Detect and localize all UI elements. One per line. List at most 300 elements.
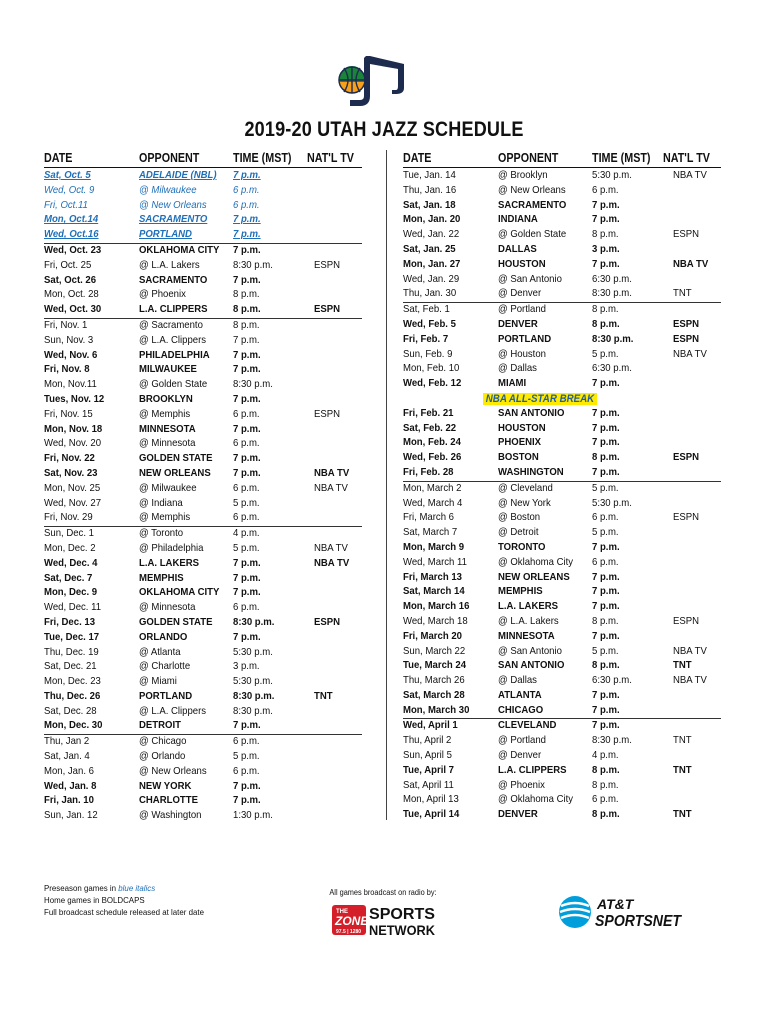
column-header: [44, 150, 362, 168]
schedule-row: [403, 764, 721, 779]
game-time: 6 p.m.: [592, 512, 619, 524]
game-time: 7 p.m.: [233, 334, 260, 346]
game-time: 5 p.m.: [233, 751, 260, 763]
schedule-row: [403, 674, 721, 689]
game-date: Tue, April 7: [403, 764, 455, 776]
game-time: 6:30 p.m.: [592, 675, 632, 687]
schedule-row: [44, 452, 362, 467]
schedule-row: [403, 793, 721, 808]
game-time: 7 p.m.: [592, 720, 620, 732]
game-time: 8:30 p.m.: [233, 259, 273, 271]
column-header: [403, 150, 721, 168]
header-tv: NAT'L TV: [307, 151, 354, 165]
game-opponent: HOUSTON: [498, 258, 546, 270]
radio-label: All games broadcast on radio by:: [329, 888, 437, 897]
schedule-row: [44, 631, 362, 646]
schedule-row: [44, 527, 362, 542]
game-opponent: GOLDEN STATE: [139, 616, 213, 628]
schedule-row: [44, 719, 362, 735]
schedule-row: [44, 511, 362, 527]
game-opponent: @ Detroit: [498, 527, 539, 539]
game-date: Fri, Dec. 13: [44, 616, 96, 628]
game-date: Fri, Jan. 10: [44, 795, 94, 807]
game-opponent: MEMPHIS: [139, 572, 184, 584]
game-time: 7 p.m.: [233, 170, 261, 181]
game-date: Sat, Feb. 22: [403, 422, 457, 434]
game-date: Wed, Oct. 9: [44, 184, 95, 196]
game-opponent: @ Atlanta: [139, 646, 181, 658]
game-tv: NBA TV: [673, 258, 709, 270]
game-tv: NBA TV: [673, 170, 707, 181]
game-time: 5:30 p.m.: [233, 676, 273, 688]
game-time: 7 p.m.: [233, 631, 261, 643]
svg-text:NETWORK: NETWORK: [369, 922, 435, 938]
game-tv: ESPN: [673, 318, 700, 330]
schedule-row: [403, 303, 721, 318]
game-date: Fri, March 6: [403, 512, 455, 524]
game-time: 7 p.m.: [233, 244, 261, 256]
game-time: 6 p.m.: [233, 438, 260, 450]
game-time: 5 p.m.: [592, 348, 619, 360]
game-time: 6 p.m.: [592, 184, 619, 196]
svg-text:SPORTSNET: SPORTSNET: [595, 913, 683, 930]
game-time: 8 p.m.: [592, 660, 620, 672]
game-opponent: SACRAMENTO: [498, 199, 567, 211]
att-sportsnet-logo: [557, 890, 685, 934]
schedule-row: [44, 288, 362, 303]
game-date: Sun, April 5: [403, 750, 452, 762]
header-time: TIME (MST): [233, 151, 292, 165]
game-opponent: L.A. CLIPPERS: [498, 764, 567, 776]
game-date: Thu, Jan. 30: [403, 288, 457, 300]
game-time: 8 p.m.: [233, 304, 261, 316]
game-opponent: SACRAMENTO: [139, 274, 208, 286]
game-date: Mon, Nov.11: [44, 379, 97, 391]
schedule-row: [403, 749, 721, 764]
game-opponent: @ Dallas: [498, 363, 537, 375]
game-time: 7 p.m.: [233, 453, 261, 465]
schedule-row: [44, 616, 362, 631]
game-opponent: MEMPHIS: [498, 586, 543, 598]
game-date: Wed, Oct. 30: [44, 304, 102, 316]
schedule-row: [403, 228, 721, 243]
game-time: 5 p.m.: [233, 542, 260, 554]
game-date: Mon, March 2: [403, 482, 462, 494]
schedule-row: [44, 675, 362, 690]
game-time: 7 p.m.: [233, 467, 261, 479]
header-opponent: OPPONENT: [139, 151, 200, 165]
schedule-row: [44, 557, 362, 572]
game-time: 6 p.m.: [233, 602, 260, 614]
game-date: Wed, Oct. 23: [44, 244, 102, 256]
game-tv: ESPN: [314, 304, 341, 316]
game-time: 8 p.m.: [592, 304, 619, 316]
schedule-row: [44, 735, 362, 750]
schedule-row: [44, 497, 362, 512]
all-star-break-row: [403, 392, 721, 407]
game-opponent: @ Chicago: [139, 736, 187, 748]
game-opponent: L.A. CLIPPERS: [139, 304, 208, 316]
game-time: 8:30 p.m.: [233, 705, 273, 717]
game-opponent: @ Milwaukee: [139, 184, 197, 196]
game-date: Mon, Oct. 28: [44, 289, 99, 301]
game-opponent: @ Sacramento: [139, 319, 203, 331]
game-time: 7 p.m.: [233, 587, 261, 599]
svg-text:AT&T: AT&T: [597, 896, 634, 912]
game-tv: ESPN: [673, 229, 700, 241]
game-opponent: GOLDEN STATE: [139, 453, 213, 465]
game-date: Tue, Jan. 14: [403, 170, 456, 181]
game-time: 8:30 p.m.: [592, 333, 634, 345]
game-time: 8:30 p.m.: [592, 288, 632, 300]
game-date: Tue, March 24: [403, 660, 467, 672]
game-tv: TNT: [673, 809, 692, 821]
schedule-row: [403, 243, 721, 258]
game-time: 7 p.m.: [592, 199, 620, 211]
game-date: Mon, Jan. 20: [403, 214, 461, 226]
game-opponent: MILWAUKEE: [139, 364, 197, 376]
game-opponent: @ Phoenix: [498, 779, 545, 791]
header-time: TIME (MST): [592, 151, 651, 165]
schedule-row: [403, 451, 721, 466]
game-time: 8:30 p.m.: [233, 616, 275, 628]
game-opponent: INDIANA: [498, 214, 538, 226]
game-opponent: OKLAHOMA CITY: [139, 244, 220, 256]
game-time: 6:30 p.m.: [592, 273, 632, 285]
game-tv: NBA TV: [673, 645, 707, 657]
game-opponent: L.A. LAKERS: [498, 601, 559, 613]
game-date: Wed, Jan. 22: [403, 229, 460, 241]
game-time: 5 p.m.: [233, 497, 260, 509]
game-opponent: @ San Antonio: [498, 645, 562, 657]
game-date: Thu, Jan. 16: [403, 184, 457, 196]
game-opponent: @ Toronto: [139, 528, 184, 540]
game-opponent: PORTLAND: [139, 229, 192, 241]
game-opponent: DENVER: [498, 809, 538, 821]
game-opponent: @ Charlotte: [139, 661, 191, 673]
game-date: Sat, Jan. 18: [403, 199, 456, 211]
game-date: Fri, March 20: [403, 630, 462, 642]
schedule-row: [44, 423, 362, 438]
schedule-row: [403, 511, 721, 526]
game-date: Mon, April 13: [403, 794, 459, 806]
game-time: 8 p.m.: [592, 615, 619, 627]
page-title: 2019-20 UTAH JAZZ SCHEDULE: [244, 118, 524, 141]
schedule-row: [403, 615, 721, 630]
game-opponent: OKLAHOMA CITY: [139, 587, 220, 599]
game-tv: NBA TV: [314, 482, 348, 494]
game-time: 8:30 p.m.: [233, 379, 273, 391]
schedule-row: [403, 482, 721, 497]
game-opponent: SAN ANTONIO: [498, 407, 565, 419]
schedule-column-right: [403, 150, 721, 823]
game-time: 7 p.m.: [592, 586, 620, 598]
schedule-row: [403, 497, 721, 512]
game-time: 7 p.m.: [233, 274, 261, 286]
footnote-broadcast: Full broadcast schedule released at later date: [44, 907, 204, 917]
game-opponent: DETROIT: [139, 720, 181, 732]
game-opponent: PORTLAND: [139, 690, 193, 702]
game-time: 7 p.m.: [233, 364, 261, 376]
game-opponent: DALLAS: [498, 243, 537, 255]
game-date: Thu, April 2: [403, 735, 452, 747]
game-date: Mon, Feb. 10: [403, 363, 460, 375]
game-opponent: TORONTO: [498, 541, 546, 553]
game-date: Mon, March 16: [403, 601, 470, 613]
schedule-row: [403, 348, 721, 363]
game-time: 7 p.m.: [233, 349, 261, 361]
game-time: 6:30 p.m.: [592, 363, 632, 375]
game-time: 1:30 p.m.: [233, 810, 273, 822]
game-date: Thu, Dec. 26: [44, 690, 101, 702]
game-tv: TNT: [673, 735, 692, 747]
schedule-row: [44, 199, 362, 214]
zone-sports-network-logo: [332, 902, 436, 938]
schedule-row: [403, 362, 721, 377]
game-time: 8 p.m.: [592, 764, 620, 776]
game-date: Wed, March 4: [403, 497, 463, 509]
svg-text:97.5 | 1280: 97.5 | 1280: [336, 929, 362, 935]
header-date: DATE: [44, 151, 73, 165]
game-date: Mon, Dec. 30: [44, 720, 103, 732]
game-date: Fri, Nov. 8: [44, 364, 90, 376]
game-opponent: @ Washington: [139, 810, 202, 822]
game-time: 5:30 p.m.: [592, 497, 632, 509]
column-divider: [386, 150, 387, 820]
game-time: 7 p.m.: [592, 407, 620, 419]
game-date: Wed, March 18: [403, 615, 468, 627]
schedule-row: [44, 646, 362, 661]
game-opponent: @ Cleveland: [498, 482, 553, 494]
header-date: DATE: [403, 151, 432, 165]
game-date: Wed, Dec. 11: [44, 602, 102, 614]
game-time: 8 p.m.: [592, 779, 619, 791]
game-date: Sat, Dec. 28: [44, 705, 97, 717]
game-date: Wed, Feb. 5: [403, 318, 456, 330]
schedule-row: [44, 765, 362, 780]
game-date: Thu, Jan 2: [44, 736, 90, 748]
game-time: 5 p.m.: [592, 527, 619, 539]
game-time: 7 p.m.: [233, 423, 261, 435]
utah-jazz-logo: [330, 52, 430, 110]
game-time: 6 p.m.: [592, 556, 619, 568]
game-date: Sat, Dec. 21: [44, 661, 97, 673]
schedule-row: [403, 689, 721, 704]
game-date: Mon, Dec. 23: [44, 676, 101, 688]
game-opponent: ORLANDO: [139, 631, 188, 643]
game-opponent: @ Houston: [498, 348, 546, 360]
game-date: Wed, Nov. 27: [44, 497, 102, 509]
game-opponent: CLEVELAND: [498, 720, 557, 732]
schedule-column-left: [44, 150, 362, 824]
game-time: 7 p.m.: [592, 258, 620, 270]
game-date: Tue, Dec. 17: [44, 631, 100, 643]
game-opponent: @ Minnesota: [139, 438, 196, 450]
svg-text:SPORTS: SPORTS: [369, 906, 436, 923]
schedule-row: [403, 199, 721, 214]
game-time: 7 p.m.: [592, 378, 620, 390]
game-date: Wed, April 1: [403, 720, 458, 732]
game-date: Fri, Feb. 21: [403, 407, 454, 419]
game-tv: NBA TV: [314, 467, 350, 479]
game-time: 5:30 p.m.: [233, 646, 273, 658]
game-date: Mon, March 9: [403, 541, 465, 553]
footnote-preseason-text: Preseason games in: [44, 883, 119, 893]
game-time: 7 p.m.: [592, 689, 620, 701]
game-date: Fri, Nov. 1: [44, 319, 88, 331]
game-opponent: @ Oklahoma City: [498, 556, 574, 568]
schedule-row: [44, 780, 362, 795]
schedule-row: [403, 184, 721, 199]
game-date: Sat, Nov. 23: [44, 467, 98, 479]
game-date: Sat, Oct. 5: [44, 170, 91, 181]
game-opponent: @ Denver: [498, 750, 542, 762]
game-time: 8 p.m.: [592, 452, 620, 464]
svg-text:ZONE: ZONE: [335, 914, 369, 928]
schedule-row: [44, 378, 362, 393]
schedule-row: [403, 779, 721, 794]
game-date: Fri, Oct.11: [44, 199, 88, 211]
game-time: 7 p.m.: [233, 572, 261, 584]
game-tv: NBA TV: [673, 675, 707, 687]
game-opponent: BROOKLYN: [139, 393, 193, 405]
game-opponent: @ New Orleans: [139, 199, 207, 211]
game-opponent: @ Indiana: [139, 497, 183, 509]
game-opponent: @ L.A. Clippers: [139, 334, 207, 346]
footnote-home: Home games in BOLDCAPS: [44, 895, 145, 905]
game-tv: ESPN: [314, 259, 341, 271]
game-opponent: @ Boston: [498, 512, 541, 524]
game-time: 8 p.m.: [233, 289, 260, 301]
game-opponent: @ L.A. Clippers: [139, 705, 207, 717]
game-time: 8:30 p.m.: [592, 735, 632, 747]
schedule-row: [403, 526, 721, 541]
header-opponent: OPPONENT: [498, 151, 559, 165]
game-date: Sun, March 22: [403, 645, 466, 657]
game-opponent: @ Milwaukee: [139, 482, 197, 494]
game-opponent: MINNESOTA: [498, 630, 555, 642]
schedule-row: [403, 333, 721, 348]
game-time: 8 p.m.: [233, 319, 260, 331]
schedule-row: [403, 808, 721, 823]
schedule-row: [403, 704, 721, 720]
game-time: 8 p.m.: [592, 318, 620, 330]
game-time: 3 p.m.: [592, 243, 620, 255]
game-date: Tues, Nov. 12: [44, 393, 105, 405]
schedule-row: [403, 719, 721, 734]
schedule-row: [44, 303, 362, 319]
game-opponent: @ Brooklyn: [498, 170, 548, 181]
game-opponent: PHOENIX: [498, 437, 542, 449]
game-time: 6 p.m.: [233, 199, 260, 211]
schedule-row: [44, 334, 362, 349]
game-opponent: @ Golden State: [139, 379, 208, 391]
schedule-row: [44, 690, 362, 705]
game-time: 6 p.m.: [233, 512, 260, 524]
game-opponent: MINNESOTA: [139, 423, 196, 435]
game-date: Sat, Jan. 4: [44, 751, 90, 763]
game-tv: ESPN: [673, 512, 700, 524]
schedule-row: [44, 169, 362, 184]
game-date: Mon, Jan. 6: [44, 765, 94, 777]
game-time: 5:30 p.m.: [592, 170, 632, 181]
game-time: 7 p.m.: [592, 630, 620, 642]
game-time: 6 p.m.: [233, 765, 260, 777]
schedule-row: [44, 274, 362, 289]
schedule-row: [44, 660, 362, 675]
game-time: 7 p.m.: [233, 780, 261, 792]
schedule-row: [44, 363, 362, 378]
svg-text:THE: THE: [336, 909, 348, 915]
game-time: 7 p.m.: [233, 393, 261, 405]
game-date: Mon, Jan. 27: [403, 258, 461, 270]
game-time: 6 p.m.: [233, 408, 260, 420]
schedule-row: [403, 571, 721, 586]
game-opponent: @ Portland: [498, 304, 546, 316]
schedule-row: [403, 169, 721, 184]
schedule-row: [44, 228, 362, 244]
game-time: 7 p.m.: [233, 214, 261, 226]
game-date: Sat, March 28: [403, 689, 465, 701]
game-date: Tue, April 14: [403, 809, 460, 821]
game-opponent: @ San Antonio: [498, 273, 562, 285]
schedule-row: [403, 600, 721, 615]
game-opponent: WASHINGTON: [498, 466, 564, 478]
game-date: Mon, Dec. 2: [44, 542, 96, 554]
game-date: Thu, Dec. 19: [44, 646, 99, 658]
game-opponent: ADELAIDE (NBL): [139, 170, 217, 181]
game-date: Fri, Feb. 28: [403, 466, 454, 478]
schedule-row: [403, 734, 721, 749]
game-tv: NBA TV: [673, 348, 707, 360]
game-opponent: @ L.A. Lakers: [498, 615, 559, 627]
game-opponent: @ Orlando: [139, 751, 186, 763]
game-date: Mon, Dec. 9: [44, 587, 98, 599]
game-opponent: BOSTON: [498, 452, 539, 464]
schedule-row: [44, 213, 362, 228]
game-time: 7 p.m.: [592, 214, 620, 226]
game-opponent: SACRAMENTO: [139, 214, 208, 226]
game-date: Wed, Feb. 12: [403, 378, 462, 390]
game-date: Sat, Oct. 26: [44, 274, 97, 286]
game-opponent: @ Phoenix: [139, 289, 186, 301]
game-opponent: CHICAGO: [498, 704, 544, 716]
schedule-row: [44, 393, 362, 408]
game-time: 7 p.m.: [592, 571, 620, 583]
game-time: 7 p.m.: [592, 601, 620, 613]
game-date: Mon, Feb. 24: [403, 437, 461, 449]
schedule-row: [403, 436, 721, 451]
game-opponent: NEW ORLEANS: [498, 571, 570, 583]
game-date: Wed, Nov. 20: [44, 438, 102, 450]
game-date: Sun, Jan. 12: [44, 810, 98, 822]
game-time: 7 p.m.: [233, 795, 261, 807]
game-opponent: ATLANTA: [498, 689, 542, 701]
game-time: 7 p.m.: [233, 720, 261, 732]
game-opponent: SAN ANTONIO: [498, 660, 565, 672]
game-date: Wed, Jan. 29: [403, 273, 460, 285]
game-opponent: @ Portland: [498, 735, 546, 747]
game-opponent: @ L.A. Lakers: [139, 259, 200, 271]
game-tv: TNT: [673, 288, 692, 300]
schedule-row: [403, 556, 721, 571]
game-opponent: PHILADELPHIA: [139, 349, 210, 361]
game-date: Mon, Nov. 18: [44, 423, 103, 435]
footnotes: [44, 882, 218, 918]
schedule-row: [403, 585, 721, 600]
game-date: Sat, March 14: [403, 586, 465, 598]
schedule-row: [403, 645, 721, 660]
